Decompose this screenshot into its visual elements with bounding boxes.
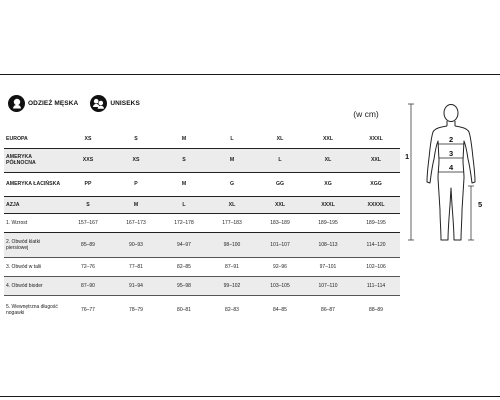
row-label: 3. Obwód w talii — [4, 257, 64, 276]
table-cell: P — [112, 172, 160, 196]
table-cell: S — [64, 196, 112, 213]
table-cell: 108–113 — [304, 232, 352, 257]
table-cell: XL — [304, 148, 352, 172]
table-cell: L — [160, 196, 208, 213]
table-cell: XS — [112, 148, 160, 172]
table-cell: 76–77 — [64, 295, 112, 324]
table-cell: GG — [256, 172, 304, 196]
table-cell: 84–85 — [256, 295, 304, 324]
table-row — [4, 276, 400, 295]
table-cell: 91–94 — [112, 276, 160, 295]
table-cell: 92–96 — [256, 257, 304, 276]
body-outline-icon — [405, 100, 497, 250]
table-cell: L — [256, 148, 304, 172]
row-label: AZJA — [4, 196, 64, 213]
table-cell: 183–189 — [256, 213, 304, 232]
table-row — [4, 257, 400, 276]
row-label: 2. Obwód klatki piersiowej — [4, 232, 64, 257]
male-head-icon — [8, 95, 25, 112]
table-cell: 189–195 — [352, 213, 400, 232]
table-cell: XXS — [64, 148, 112, 172]
table-cell: 80–81 — [160, 295, 208, 324]
table-row — [4, 213, 400, 232]
table-cell: XGG — [352, 172, 400, 196]
table-cell: M — [160, 172, 208, 196]
table-cell: 72–76 — [64, 257, 112, 276]
table-cell: XXXL — [304, 196, 352, 213]
table-cell: XS — [84, 136, 92, 143]
table-cell: 114–120 — [352, 232, 400, 257]
top-divider — [0, 74, 500, 75]
table-row — [4, 172, 400, 196]
table-cell: XXL — [256, 196, 304, 213]
row-label: 4. Obwód bioder — [4, 276, 64, 295]
legend-mens[interactable] — [8, 95, 78, 112]
table-cell: 82–83 — [208, 295, 256, 324]
table-cell: 99–102 — [208, 276, 256, 295]
row-label: EUROPA — [6, 136, 28, 143]
table-cell: S — [160, 148, 208, 172]
table-cell: 101–107 — [256, 232, 304, 257]
table-cell: XG — [304, 172, 352, 196]
table-cell: 98–100 — [208, 232, 256, 257]
table-cell: 90–93 — [112, 232, 160, 257]
table-cell: 88–89 — [352, 295, 400, 324]
table-cell: XL — [276, 136, 284, 143]
table-cell: M — [181, 136, 187, 143]
table-cell: S — [134, 136, 138, 143]
table-cell: 111–114 — [352, 276, 400, 295]
table-cell: M — [208, 148, 256, 172]
body-measurement-figure — [405, 100, 497, 250]
size-table — [4, 131, 400, 324]
table-row — [4, 131, 400, 148]
table-cell: XXL — [322, 136, 334, 143]
row-label: AMERYKA PÓŁNOCNA — [4, 148, 64, 172]
table-cell: 107–110 — [304, 276, 352, 295]
measure-label-4: 4 — [449, 163, 454, 172]
table-cell: M — [112, 196, 160, 213]
table-cell: XL — [208, 196, 256, 213]
row-label: AMERYKA ŁACIŃSKA — [4, 172, 64, 196]
table-cell: 172–178 — [160, 213, 208, 232]
table-cell: 78–79 — [112, 295, 160, 324]
legend-unisex-label: UNISEKS — [110, 99, 140, 107]
table-cell: 86–87 — [304, 295, 352, 324]
measure-label-1: 1 — [405, 152, 410, 161]
measure-label-5: 5 — [478, 200, 483, 209]
table-cell: PP — [64, 172, 112, 196]
table-cell: XXXL — [369, 136, 383, 143]
row-label: 5. Wewnętrzna długość nogawki — [4, 295, 64, 324]
table-cell: 87–90 — [64, 276, 112, 295]
legend-unisex[interactable] — [90, 95, 140, 112]
table-cell: 82–85 — [160, 257, 208, 276]
table-cell: 102–106 — [352, 257, 400, 276]
row-label: 1. Wzrost — [4, 213, 64, 232]
table-cell: 167–173 — [112, 213, 160, 232]
measure-label-2: 2 — [449, 135, 454, 144]
table-cell: 87–91 — [208, 257, 256, 276]
table-row — [4, 232, 400, 257]
table-cell: 95–98 — [160, 276, 208, 295]
table-cell: 97–101 — [304, 257, 352, 276]
unit-label: (w cm) — [353, 109, 379, 119]
table-cell: 157–167 — [64, 213, 112, 232]
table-cell: 103–105 — [256, 276, 304, 295]
table-cell: 85–89 — [64, 232, 112, 257]
gender-legend — [8, 93, 152, 113]
table-cell: XXXXL — [352, 196, 400, 213]
bottom-divider — [0, 396, 500, 397]
table-row — [4, 148, 400, 172]
table-row — [4, 295, 400, 324]
table-cell: 94–97 — [160, 232, 208, 257]
table-cell: 177–183 — [208, 213, 256, 232]
table-cell: 77–81 — [112, 257, 160, 276]
measure-label-3: 3 — [449, 149, 454, 158]
table-row — [4, 196, 400, 213]
legend-mens-label: ODZIEŻ MĘSKA — [28, 99, 79, 107]
table-cell: L — [230, 136, 234, 143]
table-cell: G — [208, 172, 256, 196]
table-cell: 189–195 — [304, 213, 352, 232]
table-cell: XXL — [352, 148, 400, 172]
unisex-heads-icon — [90, 95, 107, 112]
